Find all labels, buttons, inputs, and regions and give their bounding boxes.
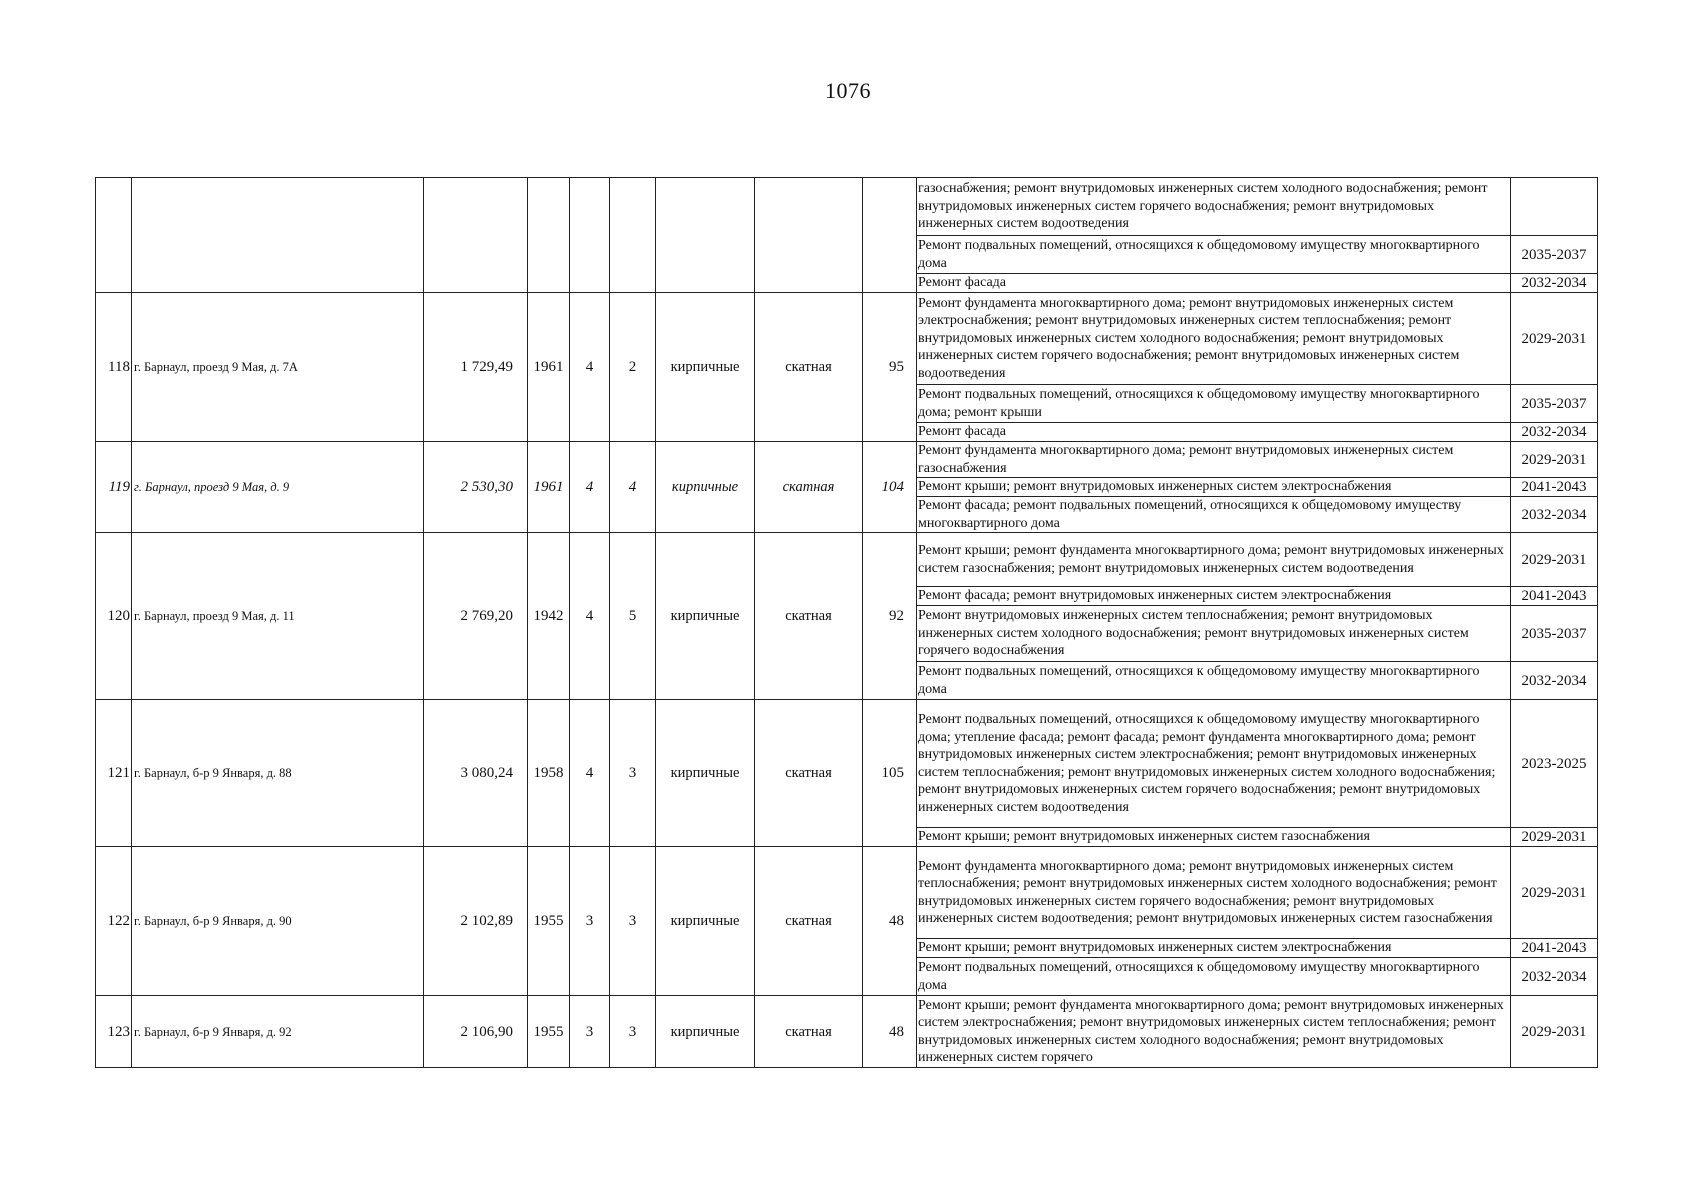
roof-cell: скатная — [755, 847, 863, 996]
area-cell: 2 106,90 — [424, 996, 528, 1068]
work-cell: Ремонт крыши; ремонт фундамента многоквартирного дома; ремонт внутридомовых инженерных систем электроснабжения; ремонт внутридомовых инженерных систем теплоснабжения; ремонт внутридомовых инженерных систем холодного водоснабжения; ремонт внутридомовых инженерных систем горячего — [917, 996, 1511, 1068]
building-row — [96, 442, 1598, 478]
table-body — [96, 178, 1598, 1068]
address-cell: г. Барнаул, проезд 9 Мая, д. 9 — [132, 442, 424, 533]
work-cell: Ремонт подвальных помещений, относящихся к общедомовому имуществу многоквартирного дома; ремонт крыши — [917, 385, 1511, 423]
roof-cell: скатная — [755, 442, 863, 533]
work-cell: Ремонт фасада; ремонт подвальных помещений, относящихся к общедомовому имуществу многоквартирного дома — [917, 497, 1511, 533]
year-cell: 1958 — [528, 700, 570, 847]
year-cell: 1955 — [528, 996, 570, 1068]
year-cell — [528, 178, 570, 293]
material-cell: кирпичные — [656, 700, 755, 847]
material-cell: кирпичные — [656, 442, 755, 533]
work-cell: Ремонт крыши; ремонт внутридомовых инженерных систем газоснабжения — [917, 828, 1511, 847]
continuation-row — [96, 178, 1598, 236]
work-cell: Ремонт подвальных помещений, относящихся к общедомовому имуществу многоквартирного дома — [917, 236, 1511, 274]
material-cell — [656, 178, 755, 293]
entrances-cell: 5 — [610, 533, 656, 700]
floors-cell: 4 — [570, 293, 610, 442]
page-number: 1076 — [825, 78, 871, 103]
building-row — [96, 700, 1598, 828]
apartments-cell: 95 — [863, 293, 917, 442]
apartments-cell: 105 — [863, 700, 917, 847]
area-cell: 1 729,49 — [424, 293, 528, 442]
period-cell: 2032-2034 — [1511, 958, 1598, 996]
area-cell: 2 530,30 — [424, 442, 528, 533]
period-cell: 2032-2034 — [1511, 662, 1598, 700]
roof-cell: скатная — [755, 293, 863, 442]
num-cell — [96, 178, 132, 293]
floors-cell: 4 — [570, 533, 610, 700]
work-cell: Ремонт подвальных помещений, относящихся к общедомовому имуществу многоквартирного дома — [917, 662, 1511, 700]
roof-cell — [755, 178, 863, 293]
material-cell: кирпичные — [656, 533, 755, 700]
work-cell: Ремонт внутридомовых инженерных систем теплоснабжения; ремонт внутридомовых инженерных систем холодного водоснабжения; ремонт внутридомовых инженерных систем горячего водоснабжения — [917, 606, 1511, 662]
period-cell: 2029-2031 — [1511, 996, 1598, 1068]
work-cell: Ремонт фасада — [917, 423, 1511, 442]
period-cell: 2041-2043 — [1511, 478, 1598, 497]
entrances-cell: 3 — [610, 996, 656, 1068]
work-cell: Ремонт подвальных помещений, относящихся к общедомовому имуществу многоквартирного дома — [917, 958, 1511, 996]
period-cell: 2029-2031 — [1511, 533, 1598, 587]
area-cell — [424, 178, 528, 293]
building-row — [96, 996, 1598, 1068]
area-cell: 2 769,20 — [424, 533, 528, 700]
row-number-cell: 122 — [96, 847, 132, 996]
roof-cell: скатная — [755, 996, 863, 1068]
period-cell: 2032-2034 — [1511, 274, 1598, 293]
period-cell: 2023-2025 — [1511, 700, 1598, 828]
area-cell: 3 080,24 — [424, 700, 528, 847]
period-cell: 2035-2037 — [1511, 385, 1598, 423]
period-cell: 2041-2043 — [1511, 939, 1598, 958]
work-cell: Ремонт фундамента многоквартирного дома; ремонт внутридомовых инженерных систем газоснабжения — [917, 442, 1511, 478]
work-cell: Ремонт крыши; ремонт внутридомовых инженерных систем электроснабжения — [917, 939, 1511, 958]
entrances-cell: 4 — [610, 442, 656, 533]
building-row — [96, 293, 1598, 385]
year-cell: 1955 — [528, 847, 570, 996]
period-cell: 2029-2031 — [1511, 442, 1598, 478]
floors-cell: 3 — [570, 996, 610, 1068]
year-cell: 1961 — [528, 442, 570, 533]
material-cell: кирпичные — [656, 847, 755, 996]
period-cell: 2029-2031 — [1511, 847, 1598, 939]
period-cell: 2032-2034 — [1511, 497, 1598, 533]
period-cell — [1511, 178, 1598, 236]
roof-cell: скатная — [755, 700, 863, 847]
apartments-cell — [863, 178, 917, 293]
row-number-cell: 119 — [96, 442, 132, 533]
year-cell: 1942 — [528, 533, 570, 700]
floors-cell: 4 — [570, 442, 610, 533]
period-cell: 2035-2037 — [1511, 606, 1598, 662]
address-cell: г. Барнаул, б-р 9 Января, д. 92 — [132, 996, 424, 1068]
building-row — [96, 533, 1598, 587]
address-cell: г. Барнаул, б-р 9 Января, д. 90 — [132, 847, 424, 996]
area-cell: 2 102,89 — [424, 847, 528, 996]
period-cell: 2041-2043 — [1511, 587, 1598, 606]
work-cell: Ремонт фасада — [917, 274, 1511, 293]
floors-cell: 4 — [570, 700, 610, 847]
row-number-cell: 121 — [96, 700, 132, 847]
floors-cell: 3 — [570, 847, 610, 996]
work-cell: газоснабжения; ремонт внутридомовых инженерных систем холодного водоснабжения; ремонт внутридомовых инженерных систем горячего водоснабжения; ремонт внутридомовых инженерных систем водоотведения — [917, 178, 1511, 236]
apartments-cell: 48 — [863, 996, 917, 1068]
entrances-cell: 3 — [610, 847, 656, 996]
apartments-cell: 48 — [863, 847, 917, 996]
apartments-cell: 104 — [863, 442, 917, 533]
address-cell: г. Барнаул, проезд 9 Мая, д. 7А — [132, 293, 424, 442]
work-cell: Ремонт фундамента многоквартирного дома; ремонт внутридомовых инженерных систем электроснабжения; ремонт внутридомовых инженерных систем теплоснабжения; ремонт внутридомовых инженерных систем холодного водоснабжения; ремонт внутридомовых инженерных систем горячего водоснабжения; ремонт внутридомовых инженерных систем водоотведения — [917, 293, 1511, 385]
period-cell: 2035-2037 — [1511, 236, 1598, 274]
material-cell: кирпичные — [656, 996, 755, 1068]
work-cell: Ремонт крыши; ремонт фундамента многоквартирного дома; ремонт внутридомовых инженерных систем газоснабжения; ремонт внутридомовых инженерных систем водоотведения — [917, 533, 1511, 587]
apartments-cell: 92 — [863, 533, 917, 700]
address-cell: г. Барнаул, б-р 9 Января, д. 88 — [132, 700, 424, 847]
work-cell: Ремонт подвальных помещений, относящихся к общедомовому имуществу многоквартирного дома; утепление фасада; ремонт фасада; ремонт фундамента многоквартирного дома; ремонт внутридомовых инженерных систем электроснабжения; ремонт внутридомовых инженерных систем теплоснабжения; ремонт внутридомовых инженерных систем холодного водоснабжения; ремонт внутридомовых инженерных систем горячего водоснабжения; ремонт внутридомовых инженерных систем водоотведения — [917, 700, 1511, 828]
address-cell: г. Барнаул, проезд 9 Мая, д. 11 — [132, 533, 424, 700]
material-cell: кирпичные — [656, 293, 755, 442]
row-number-cell: 118 — [96, 293, 132, 442]
period-cell: 2029-2031 — [1511, 828, 1598, 847]
entrances-cell — [610, 178, 656, 293]
year-cell: 1961 — [528, 293, 570, 442]
row-number-cell: 120 — [96, 533, 132, 700]
floors-cell — [570, 178, 610, 293]
row-number-cell: 123 — [96, 996, 132, 1068]
entrances-cell: 2 — [610, 293, 656, 442]
work-cell: Ремонт крыши; ремонт внутридомовых инженерных систем электроснабжения — [917, 478, 1511, 497]
building-row — [96, 847, 1598, 939]
work-cell: Ремонт фасада; ремонт внутридомовых инженерных систем электроснабжения — [917, 587, 1511, 606]
entrances-cell: 3 — [610, 700, 656, 847]
repair-schedule-table — [95, 177, 1598, 1068]
roof-cell: скатная — [755, 533, 863, 700]
period-cell: 2032-2034 — [1511, 423, 1598, 442]
work-cell: Ремонт фундамента многоквартирного дома; ремонт внутридомовых инженерных систем теплоснабжения; ремонт внутридомовых инженерных систем холодного водоснабжения; ремонт внутридомовых инженерных систем горячего водоснабжения; ремонт внутридомовых инженерных систем водоотведения; ремонт внутридомовых инженерных систем газоснабжения — [917, 847, 1511, 939]
period-cell: 2029-2031 — [1511, 293, 1598, 385]
address-cell — [132, 178, 424, 293]
